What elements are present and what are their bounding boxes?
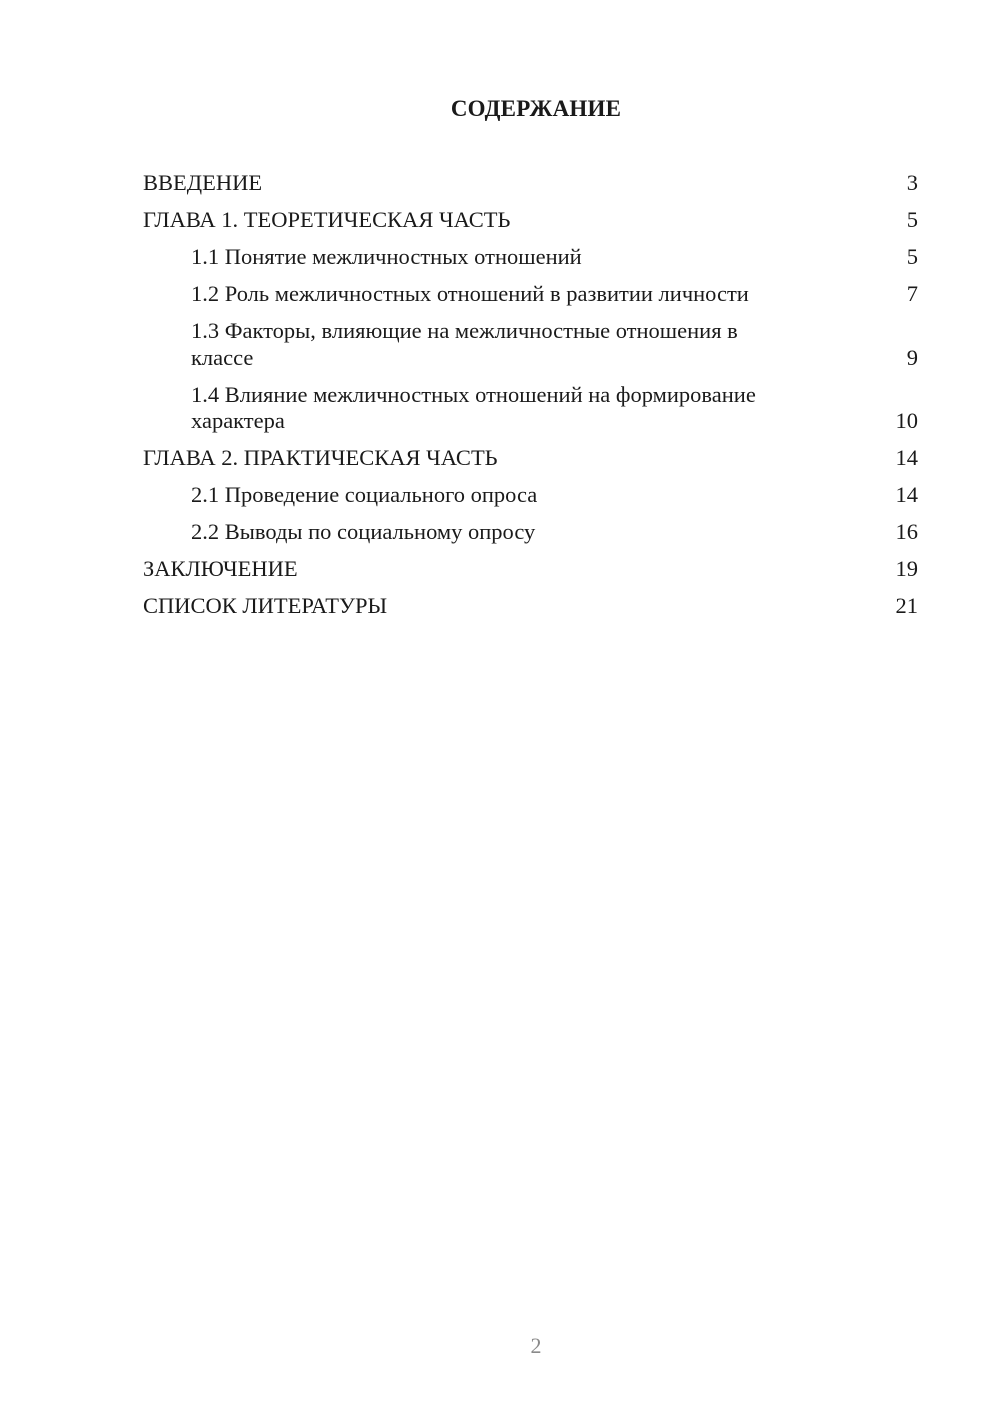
toc-entry-page: 21	[895, 593, 918, 618]
toc-entry-section-1-3[interactable]	[143, 318, 918, 371]
page-number: 2	[530, 1333, 542, 1358]
toc-entry-text: ВВЕДЕНИЕ	[143, 170, 263, 195]
toc-entry-text: 1.1 Понятие межличностных отношений	[191, 244, 582, 269]
toc-entry-page: 19	[895, 556, 918, 581]
toc-entry-text: ГЛАВА 2. ПРАКТИЧЕСКАЯ ЧАСТЬ	[143, 445, 498, 470]
toc-entry-page: 10	[895, 408, 918, 433]
toc-entry-page: 9	[906, 344, 918, 370]
toc-entry-page: 14	[895, 482, 918, 507]
toc-entry-text: 2.2 Выводы по социальному опросу	[191, 519, 536, 544]
toc-entry-section-2-1[interactable]	[143, 482, 918, 509]
toc-entry-text: ГЛАВА 1. ТЕОРЕТИЧЕСКАЯ ЧАСТЬ	[143, 207, 511, 232]
toc-entry-page: 5	[906, 207, 918, 232]
toc-entry-section-2-2[interactable]	[143, 519, 918, 546]
toc-entry-references[interactable]	[143, 593, 918, 620]
toc-entry-text: 2.1 Проведение социального опроса	[191, 482, 538, 507]
toc-entry-text: 1.4 Влияние межличностных отношений на формирование характера	[191, 381, 756, 433]
toc-entry-text: СПИСОК ЛИТЕРАТУРЫ	[143, 593, 388, 618]
toc-entry-section-1-1[interactable]	[143, 244, 918, 271]
toc-entry-text: 1.2 Роль межличностных отношений в развитии личности	[191, 281, 749, 306]
table-of-contents	[143, 170, 918, 630]
toc-entry-page: 7	[906, 281, 918, 306]
toc-entry-page: 14	[895, 445, 918, 470]
toc-entry-conclusion[interactable]	[143, 556, 918, 583]
toc-entry-chapter-2[interactable]	[143, 445, 918, 472]
toc-entry-page: 5	[906, 244, 918, 269]
toc-entry-chapter-1[interactable]	[143, 207, 918, 234]
toc-entry-introduction[interactable]	[143, 170, 918, 197]
toc-entry-section-1-4[interactable]	[143, 382, 918, 435]
page-title: СОДЕРЖАНИЕ	[450, 96, 622, 121]
toc-entry-section-1-2[interactable]	[143, 281, 918, 308]
toc-entry-text: 1.3 Факторы, влияющие на межличностные отношения в классе	[191, 318, 738, 370]
toc-entry-text: ЗАКЛЮЧЕНИЕ	[143, 556, 298, 581]
toc-entry-page: 16	[895, 519, 918, 544]
toc-entry-page: 3	[906, 170, 918, 195]
